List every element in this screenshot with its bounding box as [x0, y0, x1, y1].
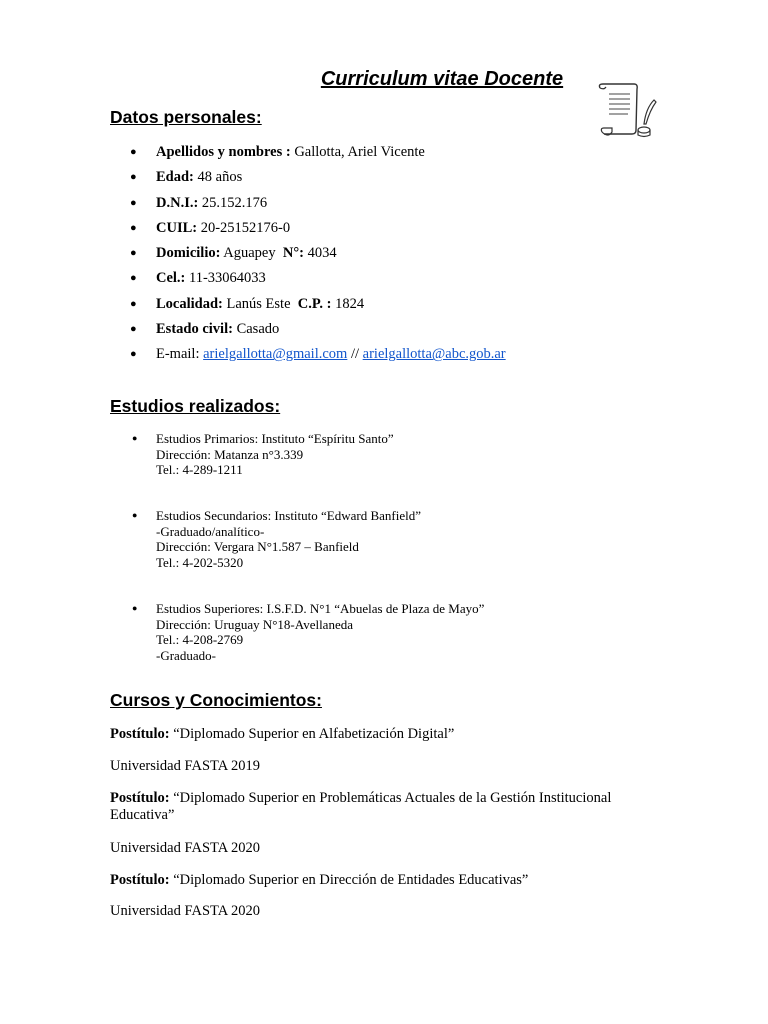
address-label: Domicilio:	[156, 245, 221, 262]
study-line: Tel.: 4-202-5320	[156, 554, 244, 570]
course-university-2: Universidad FASTA 2020	[110, 840, 261, 856]
studies-heading: Estudios realizados:	[110, 396, 281, 416]
email-link-abc[interactable]: arielgallotta@abc.gob.ar	[362, 346, 506, 363]
civil-status-label: Estado civil:	[156, 321, 233, 338]
list-item	[110, 216, 506, 241]
cuil-label: CUIL:	[156, 219, 198, 236]
email-link-gmail[interactable]: arielgallotta@gmail.com	[203, 346, 348, 363]
cuil-value: 20-25152176-0	[197, 219, 291, 236]
course-text: “Diplomado Superior en Dirección de Entidades Educativas”	[169, 872, 529, 888]
course-label: Postítulo:	[110, 726, 170, 742]
course-text: “Diplomado Superior en Alfabetización Digital”	[169, 726, 455, 742]
courses-heading: Cursos y Conocimientos:	[110, 690, 322, 710]
name-label: Apellidos y nombres :	[156, 144, 291, 160]
document-title: Curriculum vitae Docente	[320, 68, 564, 90]
course-title-3	[110, 872, 670, 889]
email-label: E-mail:	[156, 346, 204, 363]
list-item	[110, 165, 506, 190]
personal-data-list	[110, 140, 506, 368]
cel-label: Cel.:	[156, 270, 186, 287]
scroll-quill-icon	[592, 78, 662, 140]
course-title-2	[110, 790, 670, 824]
list-item	[110, 191, 506, 216]
age-value: 48 años	[193, 169, 243, 186]
study-line: Dirección: Vergara N°1.587 – Banfield	[156, 539, 359, 554]
list-item	[110, 508, 421, 570]
list-item	[110, 241, 506, 266]
cp-value: 1824	[331, 295, 365, 312]
civil-status-value: Casado	[232, 321, 280, 338]
number-value: 4034	[303, 245, 337, 262]
study-line: ● Estudios Primarios: Instituto “Espíritu Santo”	[156, 431, 394, 446]
study-line: Dirección: Uruguay N°18-Avellaneda	[156, 616, 353, 632]
course-university-3: Universidad FASTA 2020	[110, 903, 261, 919]
studies-item-secondary	[110, 508, 421, 570]
address-value: Aguapey	[220, 245, 283, 262]
list-item	[110, 266, 506, 291]
list-item	[110, 601, 484, 663]
list-item	[110, 317, 506, 342]
list-item	[110, 342, 506, 367]
course-text: “Diplomado Superior en Problemáticas Actuales de la Gestión Institucional Educativa”	[110, 790, 612, 823]
locality-value: Lanús Este	[222, 295, 298, 312]
course-label: Postítulo:	[110, 790, 170, 806]
dni-value: 25.152.176	[198, 194, 268, 211]
study-line: -Graduado-	[156, 647, 216, 663]
list-item	[110, 292, 506, 317]
dni-label: D.N.I.:	[156, 194, 199, 211]
study-line: -Graduado/analítico-	[156, 523, 265, 539]
name-value: Gallotta, Ariel Vicente	[290, 144, 425, 160]
locality-label: Localidad:	[156, 295, 223, 312]
study-line: Tel.: 4-289-1211	[156, 462, 243, 477]
study-line: Dirección: Matanza n°3.339	[156, 446, 304, 462]
study-line: Tel.: 4-208-2769	[156, 632, 244, 647]
studies-item-primary	[110, 431, 394, 478]
study-line: ● Estudios Superiores: I.S.F.D. N°1 “Abuelas de Plaza de Mayo”	[156, 601, 485, 616]
personal-data-heading: Datos personales:	[110, 107, 262, 127]
age-label: Edad:	[156, 169, 194, 186]
study-line: ● Estudios Secundarios: Instituto “Edward Banfield”	[156, 508, 422, 523]
course-label: Postítulo:	[110, 872, 170, 888]
studies-item-higher	[110, 601, 484, 663]
course-title-1	[110, 726, 670, 743]
cp-label: C.P. :	[297, 295, 332, 312]
number-label: N°:	[282, 245, 304, 262]
email-separator: //	[347, 346, 363, 363]
list-item	[110, 431, 394, 478]
course-university-1: Universidad FASTA 2019	[110, 758, 261, 774]
cel-value: 11-33064033	[185, 270, 266, 287]
list-item	[110, 140, 506, 165]
